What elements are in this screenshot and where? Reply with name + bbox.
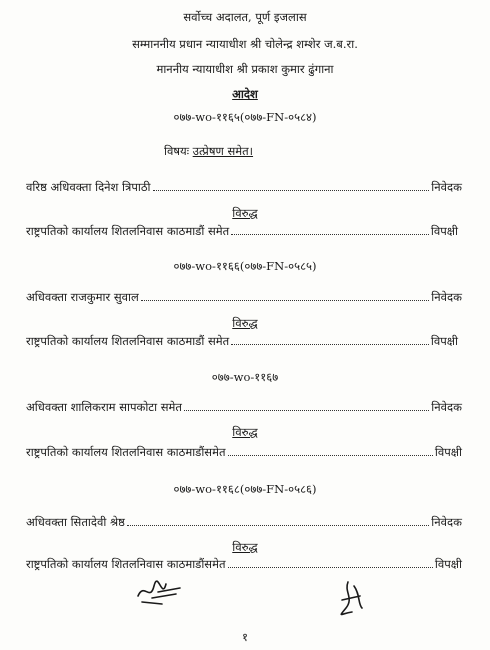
petitioner-name: अधिवक्ता शालिकराम सापकोटा समेत <box>26 400 182 414</box>
subject-label: विषयः <box>164 144 190 158</box>
dotted-leader <box>127 515 429 526</box>
case-number: ०७७-wo-११६८(०७७-FN-०५८६) <box>173 482 317 496</box>
petitioner-role: निवेदक <box>431 515 462 529</box>
subject-line <box>164 144 253 158</box>
dotted-leader <box>141 290 430 301</box>
court-name: सर्वोच्च अदालत, पूर्ण इजलास <box>183 10 307 24</box>
page-number: १ <box>242 630 248 644</box>
versus-label: विरुद्ध <box>232 425 258 439</box>
order-title: आदेश <box>232 87 258 101</box>
respondent-line <box>26 224 458 238</box>
petitioner-line <box>26 180 462 194</box>
petitioner-line <box>26 290 462 304</box>
respondent-name: राष्ट्रपतिको कार्यालय शितलनिवास काठमाडौंसमेत <box>26 557 226 571</box>
versus-label: विरुद्ध <box>232 206 258 220</box>
case-number: ०७७-wo-११६६(०७७-FN-०५८५) <box>173 259 317 273</box>
petitioner-name: वरिष्ठ अधिवक्ता दिनेश त्रिपाठी <box>26 180 151 194</box>
respondent-role: विपक्षी <box>434 445 462 459</box>
respondent-role: विपक्षी <box>430 334 458 348</box>
dotted-leader <box>184 400 429 411</box>
respondent-name: राष्ट्रपतिको कार्यालय शितलनिवास काठमाडौं समेत <box>26 334 230 348</box>
petitioner-line <box>26 515 462 529</box>
petitioner-line <box>26 400 462 414</box>
petitioner-role: निवेदक <box>431 400 462 414</box>
respondent-line <box>26 557 462 571</box>
petitioner-name: अधिवक्ता राजकुमार सुवाल <box>26 290 139 304</box>
respondent-line <box>26 334 458 348</box>
justice-line: माननीय न्यायाधीश श्री प्रकाश कुमार ढुंगाना <box>156 62 334 76</box>
dotted-leader <box>231 224 429 235</box>
dotted-leader <box>231 334 429 345</box>
signature-left <box>132 574 188 606</box>
dotted-leader <box>153 180 430 191</box>
respondent-role: विपक्षी <box>434 557 462 571</box>
respondent-name: राष्ट्रपतिको कार्यालय शितलनिवास काठमाडौं समेत <box>26 224 230 238</box>
signature-right <box>334 578 368 618</box>
petitioner-role: निवेदक <box>431 290 462 304</box>
petitioner-role: निवेदक <box>431 180 462 194</box>
respondent-role: विपक्षी <box>430 224 458 238</box>
petitioner-name: अधिवक्ता सितादेवी श्रेष्ठ <box>26 515 125 529</box>
case-number: ०७७-wo-११६५(०७७-FN-०५८४) <box>173 110 317 124</box>
dotted-leader <box>228 445 433 456</box>
case-number: ०७७-wo-११६७ <box>211 370 279 384</box>
respondent-line <box>26 445 462 459</box>
subject-value: उत्प्रेषण समेत। <box>192 144 254 158</box>
chief-justice-line: सम्माननीय प्रधान न्यायाधीश श्री चोलेन्द्र शम्शेर ज.ब.रा. <box>132 37 358 51</box>
respondent-name: राष्ट्रपतिको कार्यालय शितलनिवास काठमाडौंसमेत <box>26 445 226 459</box>
versus-label: विरुद्ध <box>232 316 258 330</box>
versus-label: विरुद्ध <box>232 540 258 554</box>
dotted-leader <box>228 557 433 568</box>
